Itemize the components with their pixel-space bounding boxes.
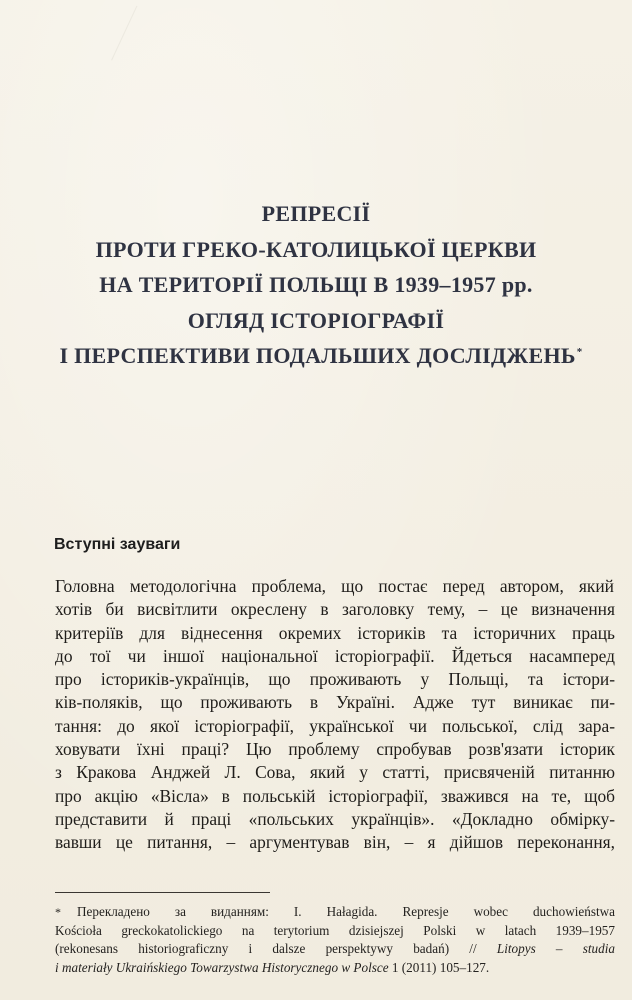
- title-line-1: РЕПРЕСІЇ: [261, 201, 371, 226]
- section-heading: Вступні зауваги: [54, 536, 181, 553]
- body-line: до тої чи іншої національної історіографії. Йдеться насамперед: [55, 645, 615, 666]
- footnote-mark: *: [55, 905, 61, 919]
- body-line: про істориків-українців, що проживають у Польщі, та істори-: [55, 669, 615, 690]
- body-line: Головна методологічна проблема, що постає перед автором, який: [55, 576, 614, 596]
- footnote-line-4: [55, 959, 615, 978]
- footnote: [55, 903, 615, 977]
- footnote-line-1-text: Перекладено за виданням: I. Hałagida. Represje wobec duchowieństwa: [77, 904, 615, 919]
- body-line: хотів би висвітлити окреслену в заголовку тему, – це визначення: [55, 599, 615, 620]
- footnote-line-1: [55, 903, 615, 922]
- body-line: вавши це питання, – аргументував він, – я дійшов переконання,: [55, 832, 615, 853]
- body-line: тання: до якої історіографії, української чи польської, слід зара-: [55, 715, 615, 736]
- title-line-5: [10, 338, 632, 374]
- page-smudge-decoration: [111, 6, 210, 95]
- title-line-4: ОГЛЯД ІСТОРІОГРАФІЇ: [187, 307, 445, 333]
- footnote-journal-title-end: i materiały Ukraińskiego Towarzystwa Historycznego w Polsce: [55, 959, 389, 975]
- body-line: ховувати їхні праці? Цю проблему спробував розв'язати історик: [55, 739, 615, 760]
- title-line-5-text: І ПЕРСПЕКТИВИ ПОДАЛЬШИХ ДОСЛІДЖЕНЬ: [59, 343, 576, 368]
- footnote-line-3-text: (rekonesans historiograficzny i dalsze perspektywy badań) //: [55, 941, 477, 956]
- footnote-journal-title-start: Litopys – studia: [496, 941, 615, 956]
- title-footnote-mark[interactable]: *: [576, 345, 583, 358]
- footnote-divider: [55, 892, 270, 893]
- body-line: представити й праці «польських українців». «Докладно обмірку-: [55, 808, 615, 829]
- footnote-line-2: Kościoła greckokatolickiego na terytorium dzisiejszej Polski w latach 1939–1957: [55, 922, 615, 938]
- footnote-line-3: [55, 940, 615, 959]
- title-line-3: НА ТЕРИТОРІЇ ПОЛЬЩІ В 1939–1957 рр.: [99, 272, 533, 297]
- footnote-citation-tail: 1 (2011) 105–127.: [391, 959, 490, 975]
- body-line: про акцію «Вісла» в польській історіографії, зважився на те, щоб: [55, 785, 615, 806]
- body-line: з Кракова Анджей Л. Сова, який у статті, присвяченій питанню: [55, 762, 615, 783]
- article-title: [0, 196, 632, 374]
- body-line: ків-поляків, що проживають в Україні. Адже тут виникає пи-: [55, 692, 615, 713]
- title-line-2: ПРОТИ ГРЕКО-КАТОЛИЦЬКОЇ ЦЕРКВИ: [95, 236, 537, 262]
- body-paragraph: [55, 575, 615, 855]
- body-line: критеріїв для віднесення окремих істориків та історичних праць: [55, 622, 615, 643]
